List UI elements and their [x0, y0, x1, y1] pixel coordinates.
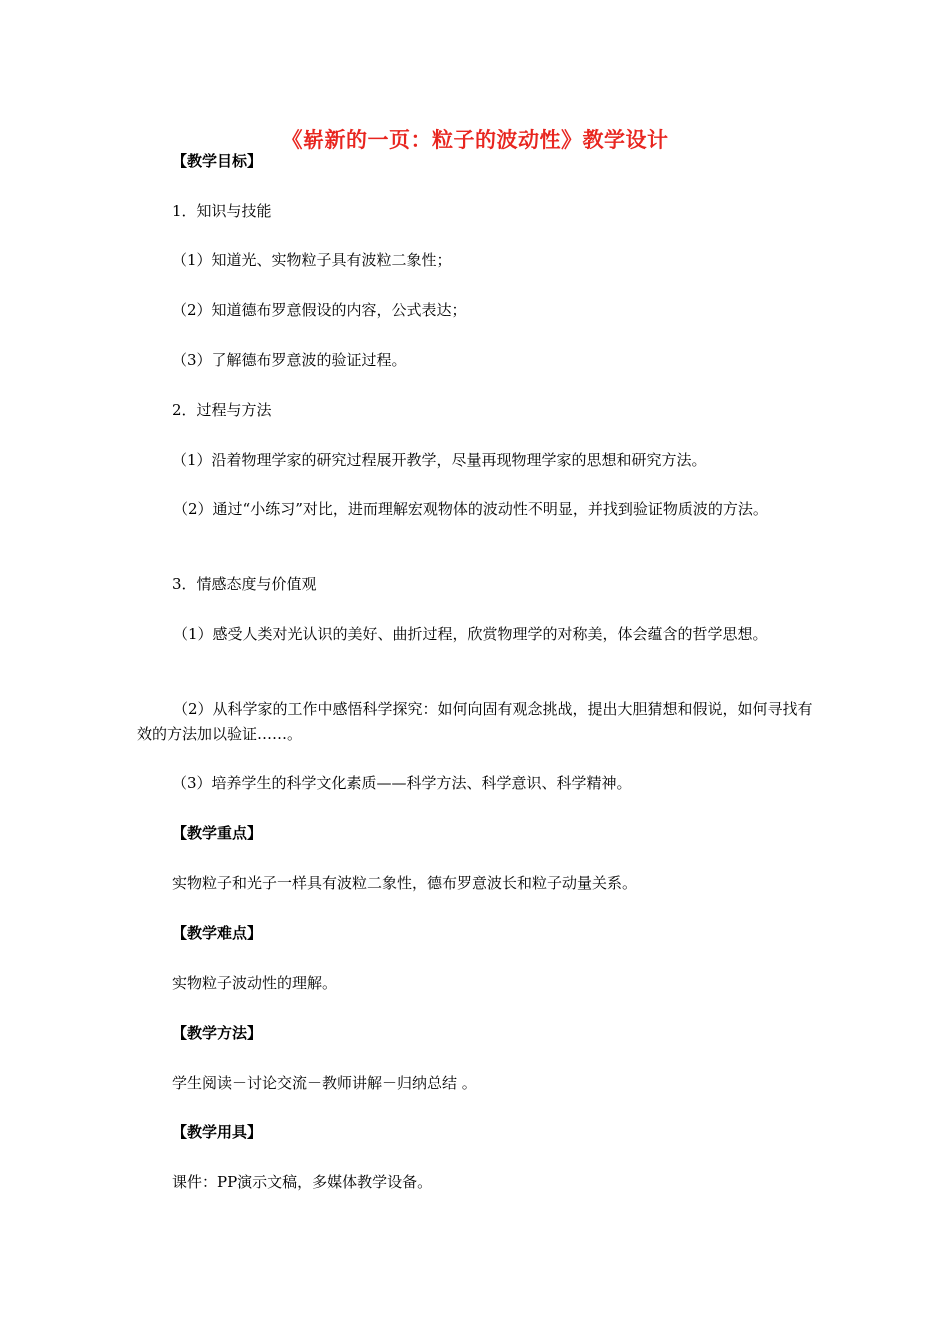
emotion-item-3: （3）培养学生的科学文化素质——科学方法、科学意识、科学精神。 [172, 774, 632, 792]
method-text: 学生阅读－讨论交流－教师讲解－归纳总结 。 [172, 1074, 477, 1092]
emotion-item-2: （2）从科学家的工作中感悟科学探究：如何向固有观念挑战，提出大胆猜想和假说，如何寻找有效的方法加以验证……。 [137, 700, 813, 743]
tools-heading: 【教学用具】 [172, 1123, 263, 1141]
key-points-text: 实物粒子和光子一样具有波粒二象性，德布罗意波长和粒子动量关系。 [172, 874, 638, 892]
emotion-item-1: （1）感受人类对光认识的美好、曲折过程，欣赏物理学的对称美，体会蕴含的哲学思想。 [173, 625, 768, 643]
emotion-heading: 3．情感态度与价值观 [172, 575, 317, 593]
knowledge-heading: 1．知识与技能 [172, 202, 272, 220]
knowledge-item-1: （1）知道光、实物粒子具有波粒二象性； [172, 251, 452, 269]
process-item-2: （2）通过“小练习”对比，进而理解宏观物体的波动性不明显，并找到验证物质波的方法。 [173, 500, 768, 518]
document-title: 《崭新的一页：粒子的波动性》教学设计 [281, 128, 669, 152]
process-heading: 2．过程与方法 [172, 401, 272, 419]
process-item-1: （1）沿着物理学家的研究过程展开教学，尽量再现物理学家的思想和研究方法。 [172, 451, 707, 469]
key-points-heading: 【教学重点】 [172, 824, 263, 842]
difficulty-text: 实物粒子波动性的理解。 [172, 974, 338, 992]
difficulty-heading: 【教学难点】 [172, 924, 263, 942]
tools-text: 课件：PP演示文稿，多媒体教学设备。 [172, 1173, 433, 1191]
knowledge-item-3: （3）了解德布罗意波的验证过程。 [172, 351, 407, 369]
objectives-heading: 【教学目标】 [172, 152, 263, 170]
method-heading: 【教学方法】 [172, 1024, 263, 1042]
knowledge-item-2: （2）知道德布罗意假设的内容，公式表达； [172, 301, 467, 319]
